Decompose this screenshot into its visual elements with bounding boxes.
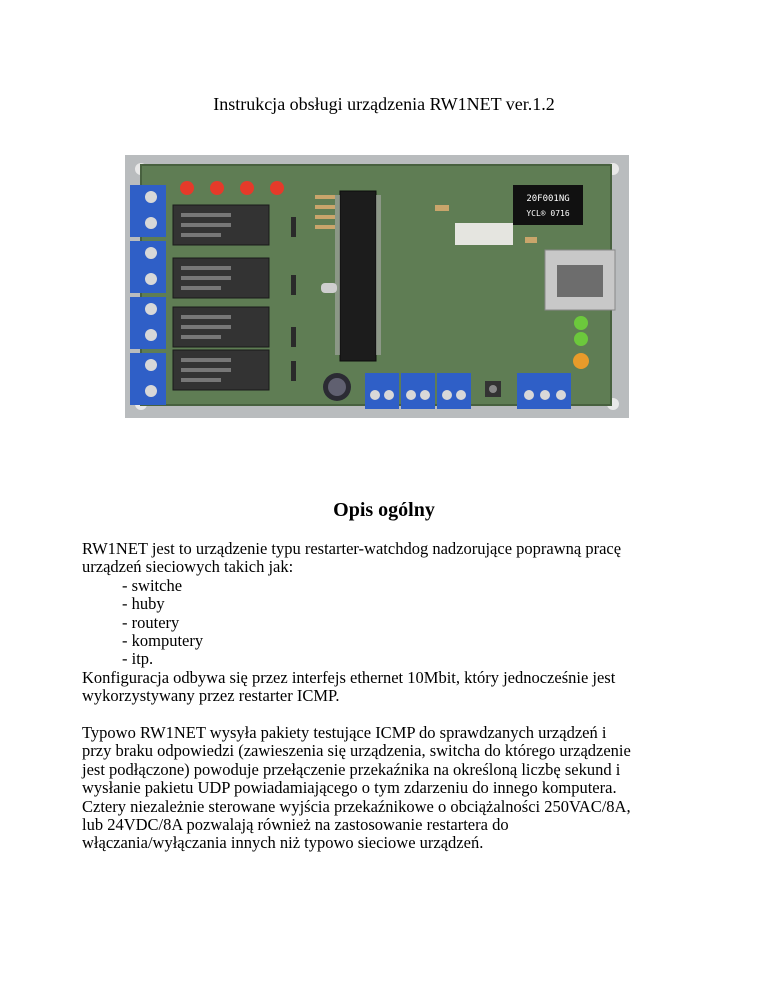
list-item: - switche: [122, 575, 183, 595]
text-line: wysłanie pakietu UDP powiadamiającego o tym zdarzeniu do innego komputera.: [82, 778, 617, 798]
text-line: urządzeń sieciowych takich jak:: [82, 557, 294, 577]
paragraph-operation: [82, 724, 702, 853]
microcontroller-chip: [340, 191, 376, 361]
text-line: RW1NET jest to urządzenie typu restarter-watchdog nadzorujące poprawną pracę: [82, 539, 622, 558]
relays: [173, 205, 269, 390]
device-photo: [125, 155, 629, 418]
paragraph-intro: [82, 540, 702, 706]
section-heading: Opis ogólny: [333, 499, 435, 521]
text-line: jest podłączone) powoduje przełączenie przekaźnika na określoną liczbę sekund i: [82, 759, 621, 779]
list-item: - itp.: [122, 649, 154, 669]
text-line: Cztery niezależnie sterowane wyjścia przekaźnikowe o obciążalności 250VAC/8A,: [82, 796, 631, 816]
svg-text:20F001NG: 20F001NG: [526, 194, 570, 204]
text-line: przy braku odpowiedzi (zawieszenia się urządzenia, switcha do którego urządzenie: [82, 741, 631, 761]
document-title: Instrukcja obsługi urządzenia RW1NET ver.1.2: [213, 94, 555, 114]
text-line: włączania/wyłączania innych niż typowo sieciowe urządzeń.: [82, 833, 484, 853]
ethernet-transformer: [513, 185, 583, 225]
list-item: - komputery: [122, 631, 204, 651]
text-line: wykorzystywany przez restarter ICMP.: [82, 686, 340, 706]
list-item: - routery: [122, 612, 180, 632]
terminal-blocks-bottom: [365, 373, 571, 409]
text-line: lub 24VDC/8A pozwalają również na zastosowanie restartera do: [82, 815, 509, 835]
svg-text:YCL® 0716: YCL® 0716: [526, 209, 570, 218]
list-item: - huby: [122, 594, 165, 614]
text-line: Konfiguracja odbywa się przez interfejs ethernet 10Mbit, który jednocześnie jest: [82, 667, 616, 687]
text-line: Typowo RW1NET wysyła pakiety testujące ICMP do sprawdzanych urządzeń i: [82, 723, 607, 742]
